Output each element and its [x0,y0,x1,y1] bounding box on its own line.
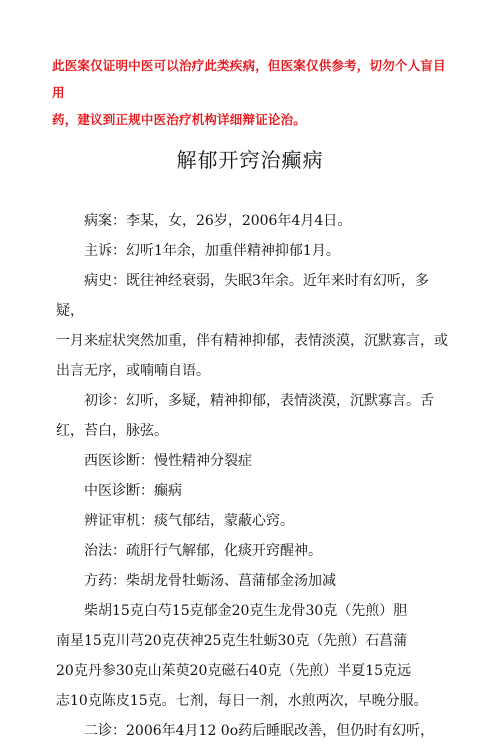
history-line: 出言无序，或喃喃自语。 [56,363,210,379]
tcm-diagnosis: 中医诊断：癫病 [84,483,182,499]
formula: 方药：柴胡龙骨牡蛎汤、菖蒲郁金汤加减 [84,573,336,589]
prescription-line: 志10克陈皮15克。七剂，每日一剂，水煎两次，早晚分服。 [56,693,428,709]
chief-complaint: 主诉：幻听1年余，加重伴精神抑郁1月。 [84,243,340,259]
disclaimer-line: 药，建议到正规中医治疗机构详细辩证论治。 [52,112,307,127]
page-title: 解郁开窍治癫病 [176,148,324,172]
case-record: 病案：李某，女，26岁，2006年4月4日。 [84,213,352,229]
disclaimer-notice [52,52,452,133]
second-visit: 二诊：2006年4月12 0o药后睡眠改善，但仍时有幻听， [84,723,435,739]
prescription-line: 南星15克川芎20克茯神25克生牡蛎30克（先煎）石菖蒲 [56,633,408,649]
medical-history [56,266,448,386]
prescription [56,596,448,716]
first-visit [56,386,448,446]
pathogenesis: 辨证审机：痰气郁结，蒙蔽心窍。 [84,513,294,529]
history-line: 病史：既往神经衰弱，失眠3年余。近年来时有幻听，多疑， [56,273,429,319]
first-visit-line: 红，苔白，脉弦。 [56,423,168,439]
prescription-line: 柴胡15克白芍15克郁金20克生龙骨30克（先煎）胆 [84,603,408,619]
treatment-method: 治法：疏肝行气解郁，化痰开窍醒神。 [84,543,322,559]
western-diagnosis: 西医诊断：慢性精神分裂症 [84,453,252,469]
history-line: 一月来症状突然加重，伴有精神抑郁，表情淡漠，沉默寡言，或 [56,333,448,349]
first-visit-line: 初诊：幻听，多疑，精神抑郁，表情淡漠，沉默寡言。舌 [84,393,434,409]
case-body [56,206,448,746]
disclaimer-line: 此医案仅证明中医可以治疗此类疾病，但医案仅供参考，切勿个人盲目用 [52,58,446,100]
prescription-line: 20克丹参30克山茱萸20克磁石40克（先煎）半夏15克远 [56,663,412,679]
